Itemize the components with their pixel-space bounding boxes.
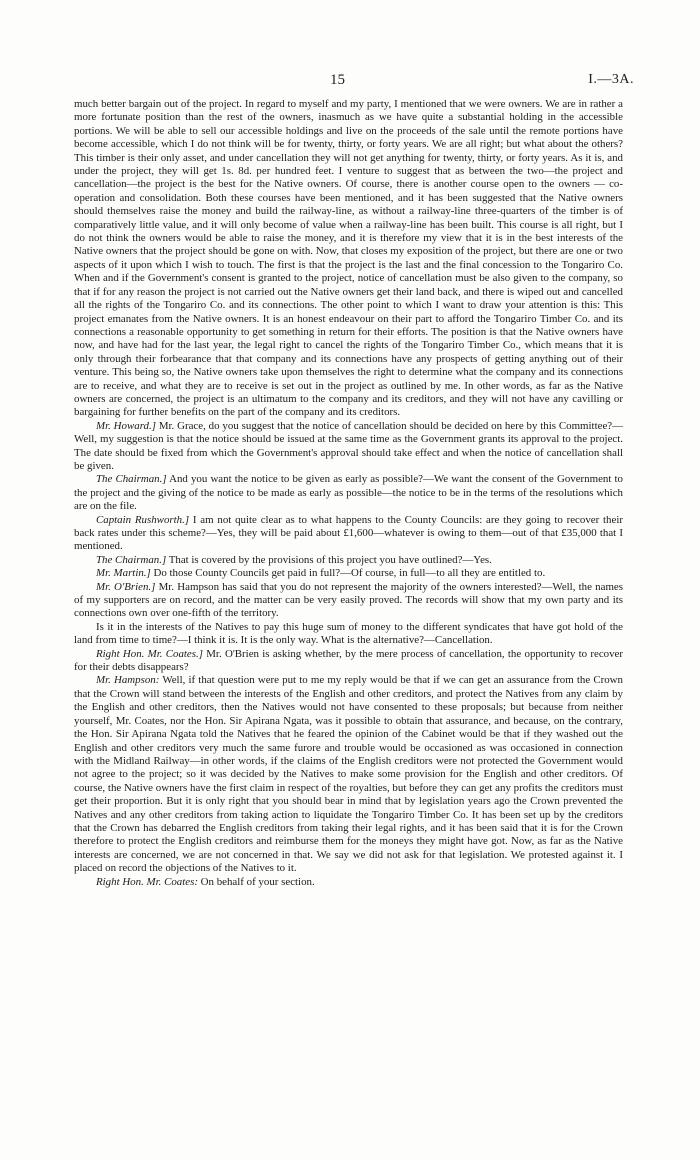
speaker-label: Mr. Martin.] bbox=[96, 567, 151, 580]
speaker-label: The Chairman.] bbox=[96, 473, 167, 486]
paragraph bbox=[74, 581, 623, 621]
paragraph bbox=[74, 420, 623, 474]
speaker-label: Mr. O'Brien.] bbox=[96, 580, 156, 593]
paragraph-text: Well, if that question were put to me my reply would be that if we can get an assurance from the Crown that the Crown will stand between the interests of the English and other creditors, and protect the Natives from any claim by the English and other creditors, then the Natives would not have consented to these proposals; but because from neither yourself, Mr. Coates, nor the Hon. Sir Apirana Ngata, was it possible to obtain that assurance, and because, on the contrary, the Hon. Sir Apirana Ngata told the Natives that he feared the opinion of the Cabinet would be that if they washed out the English and other creditors very much the same furore and trouble would be occasioned as was occasioned in connection with the Midland Railway—in other words, if the claims of the English creditors were not protected the Government would not agree to the project; so it was decided by the Natives to make some provision for the English and other creditors. Of course, the Native owners have the first claim in respect of the royalties, but before they can get any profits the creditors must get their proportion. But it is only right that you should bear in mind that by legislation years ago the Crown prevented the Natives and any other creditors from taking action to liquidate the Tongariro Timber Co. It has been set up by the creditors that the Crown has debarred the English creditors from taking their legal rights, and it has been said that it is for the Crown therefore to protect the English creditors and reimburse them for the moneys they might have got. Now, as far as the Native interests are concerned, we are not concerned in that. We say we did not ask for that legislation. We protested against it. I placed on record the objections of the Natives to it. bbox=[74, 674, 623, 875]
paragraph-text: That is covered by the provisions of this project you have outlined?—Yes. bbox=[166, 553, 492, 566]
paragraph-text: Mr. Hampson has said that you do not represent the majority of the owners interested?—Well, the names of my supporters are on record, and the matter can be very easily proved. The records will show that my own party and its connections own over one-fifth of the territory. bbox=[74, 580, 624, 620]
paragraph bbox=[74, 554, 623, 567]
paragraph bbox=[74, 473, 623, 513]
paragraph-text: Mr. O'Brien is asking whether, by the mere process of cancellation, the opportunity to recover for their debts disappears? bbox=[74, 647, 624, 674]
paragraph-text: On behalf of your section. bbox=[197, 875, 315, 888]
paragraph-text: Is it in the interests of the Natives to pay this huge sum of money to the different syndicates that have got hold of the land from time to time?—I think it is. It is the only way. What is the alternative?—Cancellation. bbox=[74, 620, 623, 647]
paragraph bbox=[74, 674, 623, 875]
paragraph-text: I am not quite clear as to what happens to the County Councils: are they going to recover their back rates under this scheme?—Yes, they will be paid about £1,600—whatever is owing to them—out of that £35,000 that I mentioned. bbox=[74, 513, 623, 553]
paragraph bbox=[74, 514, 623, 554]
speaker-label: The Chairman.] bbox=[96, 553, 167, 566]
speaker-label: Mr. Hampson: bbox=[96, 674, 160, 687]
speaker-label: Right Hon. Mr. Coates: bbox=[96, 875, 198, 888]
speaker-label: Right Hon. Mr. Coates.] bbox=[96, 647, 203, 660]
paragraph bbox=[74, 98, 623, 420]
paragraph bbox=[74, 876, 623, 889]
paragraph-text: Do those County Councils get paid in full?—Of course, in full—to all they are entitled to. bbox=[150, 567, 546, 580]
paragraph bbox=[74, 648, 623, 675]
paragraph bbox=[74, 567, 623, 580]
page-number: 15 bbox=[330, 72, 345, 88]
body-text bbox=[74, 98, 623, 889]
paragraph-text: Mr. Grace, do you suggest that the notice of cancellation should be decided on here by this Committee?—Well, my suggestion is that the notice should be issued at the same time as the Government grants its approval to the project. The date should be fixed from which the Government's approval should take effect and when the notice of cancellation shall be given. bbox=[74, 419, 623, 472]
paragraph bbox=[74, 621, 623, 648]
speaker-label: Mr. Howard.] bbox=[96, 419, 156, 432]
paragraph-text: much better bargain out of the project. In regard to myself and my party, I mentioned that we were owners. We are in rather a more fortunate position than the rest of the owners, inasmuch as we have quite a substantial holding in the accessible portions. We will be able to sell our accessible holdings and live on the proceeds of the sale until the remote portions have become accessible, which I do not think will be for twenty, thirty, or forty years. We are all right; but what about the others? This timber is their only asset, and under cancellation they will not get anything for twenty, thirty, or forty years. As it is, and under the project, they will get 1s. 8d. per hundred feet. I venture to suggest that as between the two—the project and cancellation—the project is the best for the Native owners. Of course, there is another course open to the owners — co-operation and consolidation. Both these courses have been mentioned, and it has been suggested that the Native owners should themselves raise the money and build the railway-line, as without a railway-line three-quarters of the timber is of comparatively little value, and it will only become of value when a railway-line has been built. This course is all right, but I do not think the owners would be able to raise the money, and it is therefore my view that it is in the best interests of the Native owners that the project should be gone on with. Now, that closes my exposition of the project, but there are one or two aspects of it upon which I wish to touch. The first is that the project is the last and the final concession to the Tongariro Co. When and if the Government's consent is granted to the project, notice of cancellation must be also given to the company, so that if for any reason the project is not carried out the Native owners get their land back, and there is wiped out and cancelled all the rights of the Tongariro Co. and its connections. The other point to which I want to draw your attention is this: This project emanates from the Native owners. It is an honest endeavour on their part to afford the Tongariro Timber Co. and its connections a reasonable opportunity to get something in return for their efforts. The position is that the Native owners have now, and have had for the last year, the legal right to cancel the rights of the Tongariro Timber Co., which means that it is only through their forbearance that that company and its connections have any prospects of getting anything out of their venture. This being so, the Native owners take upon themselves the right to determine what the company and its connections are to receive, and what they are to receive is set out in the project as outlined by me. In other words, as far as the Native owners are concerned, the project is an ultimatum to the company and its creditors, and they will not have any cavilling or bargaining for further benefits on the part of the company and its creditors. bbox=[74, 98, 623, 419]
paper-reference: I.—3A. bbox=[588, 72, 634, 87]
paragraph-text: And you want the notice to be given as early as possible?—We want the consent of the Government to the project and the giving of the notice to be made as early as possible—the notice to be in the terms of the resolutions which are on the file. bbox=[74, 473, 623, 513]
page-header bbox=[0, 72, 700, 92]
speaker-label: Captain Rushworth.] bbox=[96, 513, 190, 526]
